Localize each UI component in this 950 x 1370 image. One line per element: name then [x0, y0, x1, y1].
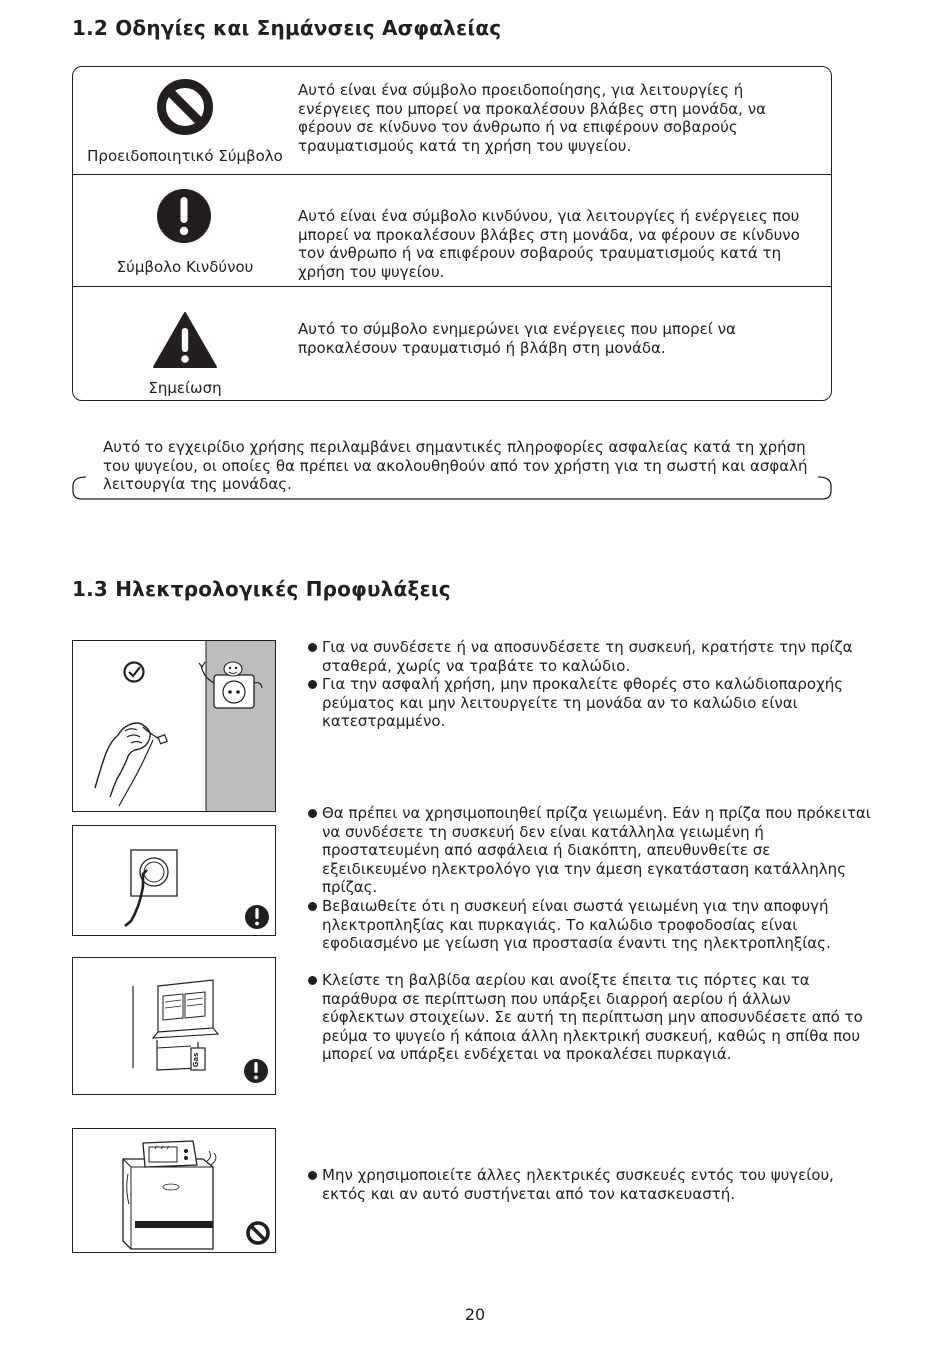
safety-symbols-table — [72, 66, 832, 401]
bullet-list-appliances — [307, 1166, 877, 1203]
bullet-item: Για να συνδέσετε ή να αποσυνδέσετε τη συσκευή, κρατήστε την πρίζα σταθερά, χωρίς να τραβάτε το καλώδιο. — [307, 638, 877, 675]
check-circle-icon — [125, 663, 144, 682]
gas-label: Gas — [192, 1052, 200, 1068]
bullet-item: Κλείστε τη βαλβίδα αερίου και ανοίξτε έπειτα τις πόρτες και τα παράθυρα σε περίπτωση που υπάρξει διαρροή αερίου ή άλλων εύφλεκτων στοιχείων. Σε αυτή τη περίπτωση μην αποσυνδέσετε από το ρεύμα το ψυγείο ή κάποια άλλη ηλεκτρική συσκευή, καθώς η σπίθα που μπορεί να υπάρξει ενδέχεται να προκαλέσει πυρκαγιά. — [307, 971, 877, 1064]
symbol-label: Σημείωση — [148, 379, 222, 397]
illustration-no-appliances — [72, 1128, 276, 1253]
safety-note-box — [72, 430, 832, 500]
symbol-description: Αυτό το σύμβολο ενημερώνει για ενέργειες που μπορεί να προκαλέσουν τραυματισμό ή βλάβη στη μονάδα. — [298, 320, 736, 357]
prohibition-icon — [248, 1223, 268, 1243]
bullet-item: Για την ασφαλή χρήση, μην προκαλείτε φθορές στο καλώδιοπαροχής ρεύματος και μην λειτουργείτε τη μονάδα αν το καλώδιο είναι κατεστραμμένο. — [307, 675, 877, 731]
prohibition-icon — [155, 77, 215, 137]
bullet-list-gas — [307, 971, 877, 1064]
symbol-row-danger — [73, 174, 831, 287]
safety-note-text: Αυτό το εγχειρίδιο χρήσης περιλαμβάνει σημαντικές πληροφορίες ασφαλείας κατά τη χρήση του ψυγείου, οι οποίες θα πρέπει να ακολουθηθούν από τον χρήστη για τη σωστή και ασφαλή λειτουργία της μονάδας. — [103, 438, 808, 494]
bullet-list-grounding — [307, 804, 877, 953]
hand-unplugging-icon — [73, 641, 276, 812]
symbol-description: Αυτό είναι ένα σύμβολο κινδύνου, για λειτουργίες ή ενέργειες που μπορεί να προκαλέσουν βλάβες στη μονάδα, να φέρουν σε κίνδυνο τον άνθρωπο ή να επιφέρουν σοβαρούς τραυματισμούς κατά τη χρήση του ψυγείου. — [298, 207, 800, 281]
symbol-description: Αυτό είναι ένα σύμβολο προειδοποίησης, για λειτουργίες ή ενέργειες που μπορεί να προκαλέσουν βλάβες στη μονάδα, να φέρουν σε κίνδυνο τον άνθρωπο ή να επιφέρουν σοβαρούς τραυματισμούς κατά τη χρήση του ψυγείου. — [298, 81, 766, 155]
exclamation-circle-icon — [156, 188, 212, 244]
microwave-on-fridge-icon — [73, 1129, 276, 1253]
bullet-item: Μην χρησιμοποιείτε άλλες ηλεκτρικές συσκευές εντός του ψυγείου, εκτός και αν αυτό συστήνεται από τον κατασκευαστή. — [307, 1166, 877, 1203]
symbol-row-warning — [73, 67, 831, 174]
grounded-socket-icon — [73, 826, 276, 936]
bullet-item: Θα πρέπει να χρησιμοποιηθεί πρίζα γειωμένη. Εάν η πρίζα που πρόκειται να συνδέσετε τη συσκευή δεν είναι κατάλληλα γειωμένη ή προστατευμένη από ασφάλεια ή διακόπτη, απευθυνθείτε σε εξειδικευμένο ηλεκτρολόγο για την άμεση εγκατάσταση κατάλληλης πρίζας. — [307, 804, 877, 897]
bullet-list-unplug — [307, 638, 877, 731]
exclamation-circle-icon — [244, 1059, 268, 1083]
symbol-label: Προειδοποιητικό Σύμβολο — [87, 147, 283, 165]
section-1-2-title: 1.2 Οδηγίες και Σημάνσεις Ασφαλείας — [72, 16, 502, 40]
illustration-gas-leak — [72, 957, 276, 1095]
illustration-grounded-socket — [72, 825, 276, 936]
page-number: 20 — [464, 1305, 486, 1324]
warning-triangle-icon — [152, 311, 218, 369]
symbol-label: Σύμβολο Κινδύνου — [116, 258, 254, 276]
illustration-unplug — [72, 640, 276, 812]
gas-leak-window-icon — [73, 958, 276, 1095]
symbol-row-note — [73, 286, 831, 401]
exclamation-circle-icon — [245, 905, 269, 929]
bullet-item: Βεβαιωθείτε ότι η συσκευή είναι σωστά γειωμένη για την αποφυγή ηλεκτροπληξίας και πυρκαγιάς. Το καλώδιο τροφοδοσίας είναι εφοδιασμένο με γείωση για προστασία έναντι της ηλεκτροπληξίας. — [307, 897, 877, 953]
section-1-3-title: 1.3 Ηλεκτρολογικές Προφυλάξεις — [72, 577, 451, 601]
